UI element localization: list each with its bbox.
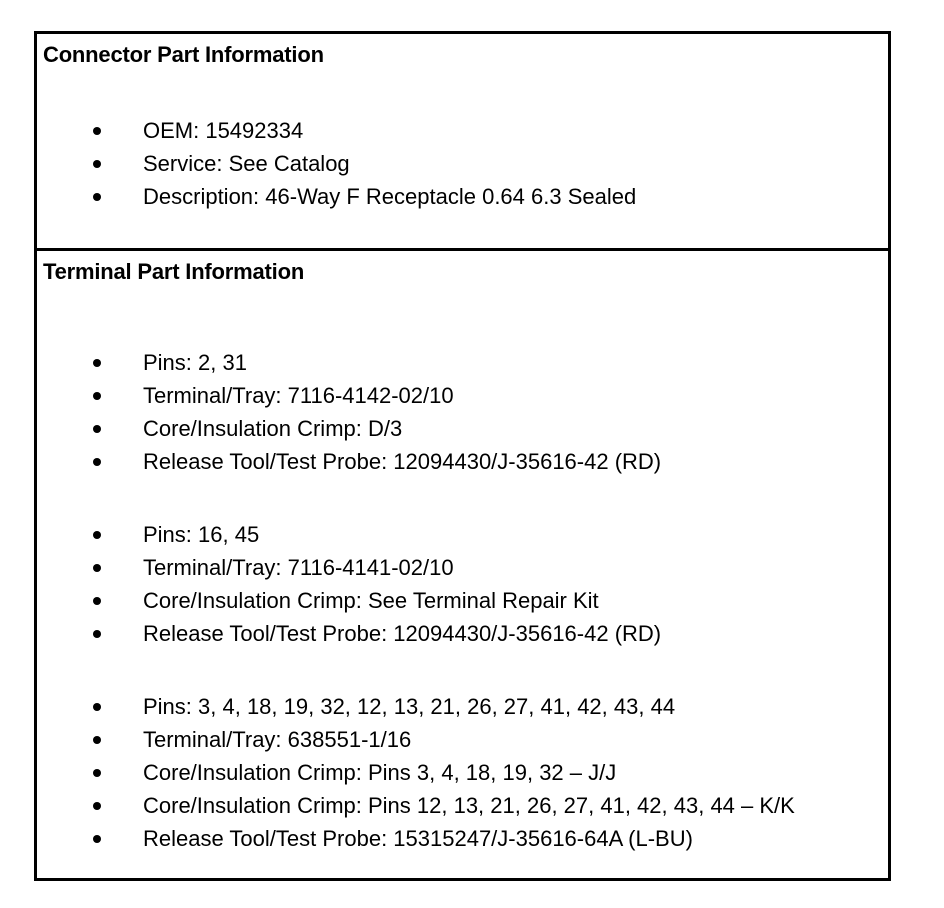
bullet-icon [93,425,101,433]
bullet-icon [93,564,101,572]
crimp-text: Core/Insulation Crimp: Pins 3, 4, 18, 19, 32 – J/J [143,760,617,785]
release-tool-text: Release Tool/Test Probe: 12094430/J-35616-42 (RD) [143,449,662,474]
crimp-text: Core/Insulation Crimp: See Terminal Repair Kit [143,588,599,613]
terminal-tray-text: Terminal/Tray: 7116-4141-02/10 [143,555,454,580]
connector-section-title: Connector Part Information [43,42,324,67]
bullet-icon [93,835,101,843]
bullet-icon [93,736,101,744]
bullet-icon [93,458,101,466]
crimp-text: Core/Insulation Crimp: Pins 12, 13, 21, 26, 27, 41, 42, 43, 44 – K/K [143,793,795,818]
part-information-table [34,31,891,881]
bullet-icon [93,597,101,605]
bullet-icon [93,392,101,400]
terminal-tray-text: Terminal/Tray: 638551-1/16 [143,727,412,752]
bullet-icon [93,193,101,201]
bullet-icon [93,127,101,135]
service-part-number: Service: See Catalog [143,151,350,176]
pins-text: Pins: 16, 45 [143,522,260,547]
pins-text: Pins: 3, 4, 18, 19, 32, 12, 13, 21, 26, 27, 41, 42, 43, 44 [143,694,676,719]
oem-part-number: OEM: 15492334 [143,118,304,143]
release-tool-text: Release Tool/Test Probe: 12094430/J-35616-42 (RD) [143,621,662,646]
terminal-part-section [37,251,888,878]
bullet-icon [93,160,101,168]
connector-description: Description: 46-Way F Receptacle 0.64 6.3 Sealed [143,184,637,209]
release-tool-text: Release Tool/Test Probe: 15315247/J-35616-64A (L-BU) [143,826,693,851]
terminal-section-title: Terminal Part Information [43,259,305,284]
connector-part-section [37,34,888,251]
bullet-icon [93,630,101,638]
bullet-icon [93,802,101,810]
bullet-icon [93,531,101,539]
bullet-icon [93,359,101,367]
crimp-text: Core/Insulation Crimp: D/3 [143,416,403,441]
pins-text: Pins: 2, 31 [143,350,247,375]
bullet-icon [93,769,101,777]
bullet-icon [93,703,101,711]
terminal-tray-text: Terminal/Tray: 7116-4142-02/10 [143,383,454,408]
